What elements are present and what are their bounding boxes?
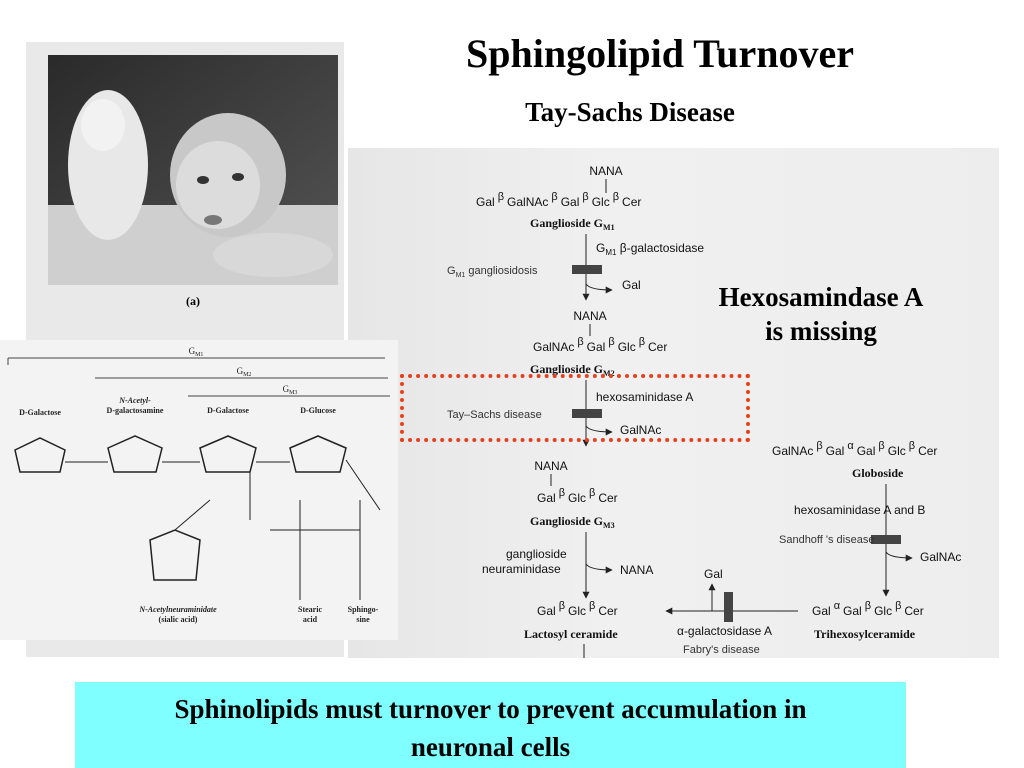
nana2-label: NANA <box>573 309 607 323</box>
product4: GalNAc <box>920 550 962 564</box>
slide-title: Sphingolipid Turnover <box>466 31 854 76</box>
tay-sachs-highlight <box>400 374 750 442</box>
disease1: $G_{M1}$ gangliosidosis <box>447 265 538 279</box>
stearic1-label: Stearic <box>298 605 322 614</box>
product1: Gal <box>622 278 641 292</box>
enzyme4: hexosaminidase A and B <box>794 503 926 517</box>
callout-text <box>75 690 906 766</box>
callout-line-2: neuronal cells <box>410 732 571 762</box>
sialic2-label: (sialic acid) <box>158 615 198 624</box>
hexosaminidase-note <box>676 280 966 348</box>
gm3-name: Ganglioside $G_{M3}$ <box>530 514 615 530</box>
sphingo2-label: sine <box>356 615 370 624</box>
sphingo1-label: Sphingo- <box>347 605 379 614</box>
nana1-label: NANA <box>589 164 623 178</box>
gm2-chain: GalNAc β Gal β Glc β Cer <box>533 336 668 354</box>
lacto-chain: Gal β Glc β Cer <box>537 600 618 618</box>
stearic2-label: acid <box>302 615 318 624</box>
sugar4-label: D-Glucose <box>300 406 336 415</box>
enzyme1: $G_{M1}$ β-galactosidase <box>596 241 705 257</box>
disease5: Fabry's disease <box>683 644 760 656</box>
enzyme3b: neuraminidase <box>482 562 561 576</box>
trihex-name: Trihexosylceramide <box>814 627 916 641</box>
product5: Gal <box>704 567 723 581</box>
note-line-2: is missing <box>765 316 877 346</box>
enzyme5: α-galactosidase A <box>677 624 772 638</box>
block-fabry <box>724 592 733 622</box>
enzyme3a: ganglioside <box>506 547 567 561</box>
disease4: Sandhoff 's disease <box>779 534 875 546</box>
lacto-name: Lactosyl ceramide <box>524 627 618 641</box>
note-line-1: Hexosamindase A <box>718 282 924 312</box>
product3: NANA <box>620 563 654 577</box>
enzyme2: hexosaminidase A <box>596 390 694 404</box>
sugar1-label: D-Galactose <box>19 408 61 417</box>
gm1-name: Ganglioside $G_{M1}$ <box>530 216 615 232</box>
photo-label: (a) <box>186 294 200 308</box>
gm1-chain: Gal β GalNAc β Gal β Glc β Cer <box>476 191 642 209</box>
glob-chain: GalNAc β Gal α Gal β Glc β Cer <box>772 440 938 458</box>
disease2: Tay–Sachs disease <box>447 409 542 421</box>
product2: GalNAc <box>620 423 662 437</box>
slide-subtitle: Tay-Sachs Disease <box>525 97 735 127</box>
structure-drawing <box>8 346 390 624</box>
callout-line-1: Sphinolipids must turnover to prevent accumulation in <box>174 694 807 724</box>
glob-name: Globoside <box>852 466 904 480</box>
nana3-label: NANA <box>534 459 568 473</box>
block-gm1 <box>572 265 602 274</box>
gm3-label: $G_{M3}$ <box>282 384 298 396</box>
gm1-label: $G_{M1}$ <box>188 346 204 358</box>
trihex-chain: Gal α Gal β Glc β Cer <box>812 600 924 618</box>
sialic1-label: N-Acetylneuraminidate <box>139 605 217 614</box>
block-sandhoff <box>871 535 901 544</box>
gm3-chain: Gal β Glc β Cer <box>537 487 618 505</box>
sugar3-label: D-Galactose <box>207 406 249 415</box>
sugar2b-label: D-galactosamine <box>106 406 164 415</box>
sugar2a-label: N-Acetyl- <box>119 396 151 405</box>
gm2-name: Ganglioside $G_{M2}$ <box>530 362 615 378</box>
gm2-label: $G_{M2}$ <box>236 366 252 378</box>
